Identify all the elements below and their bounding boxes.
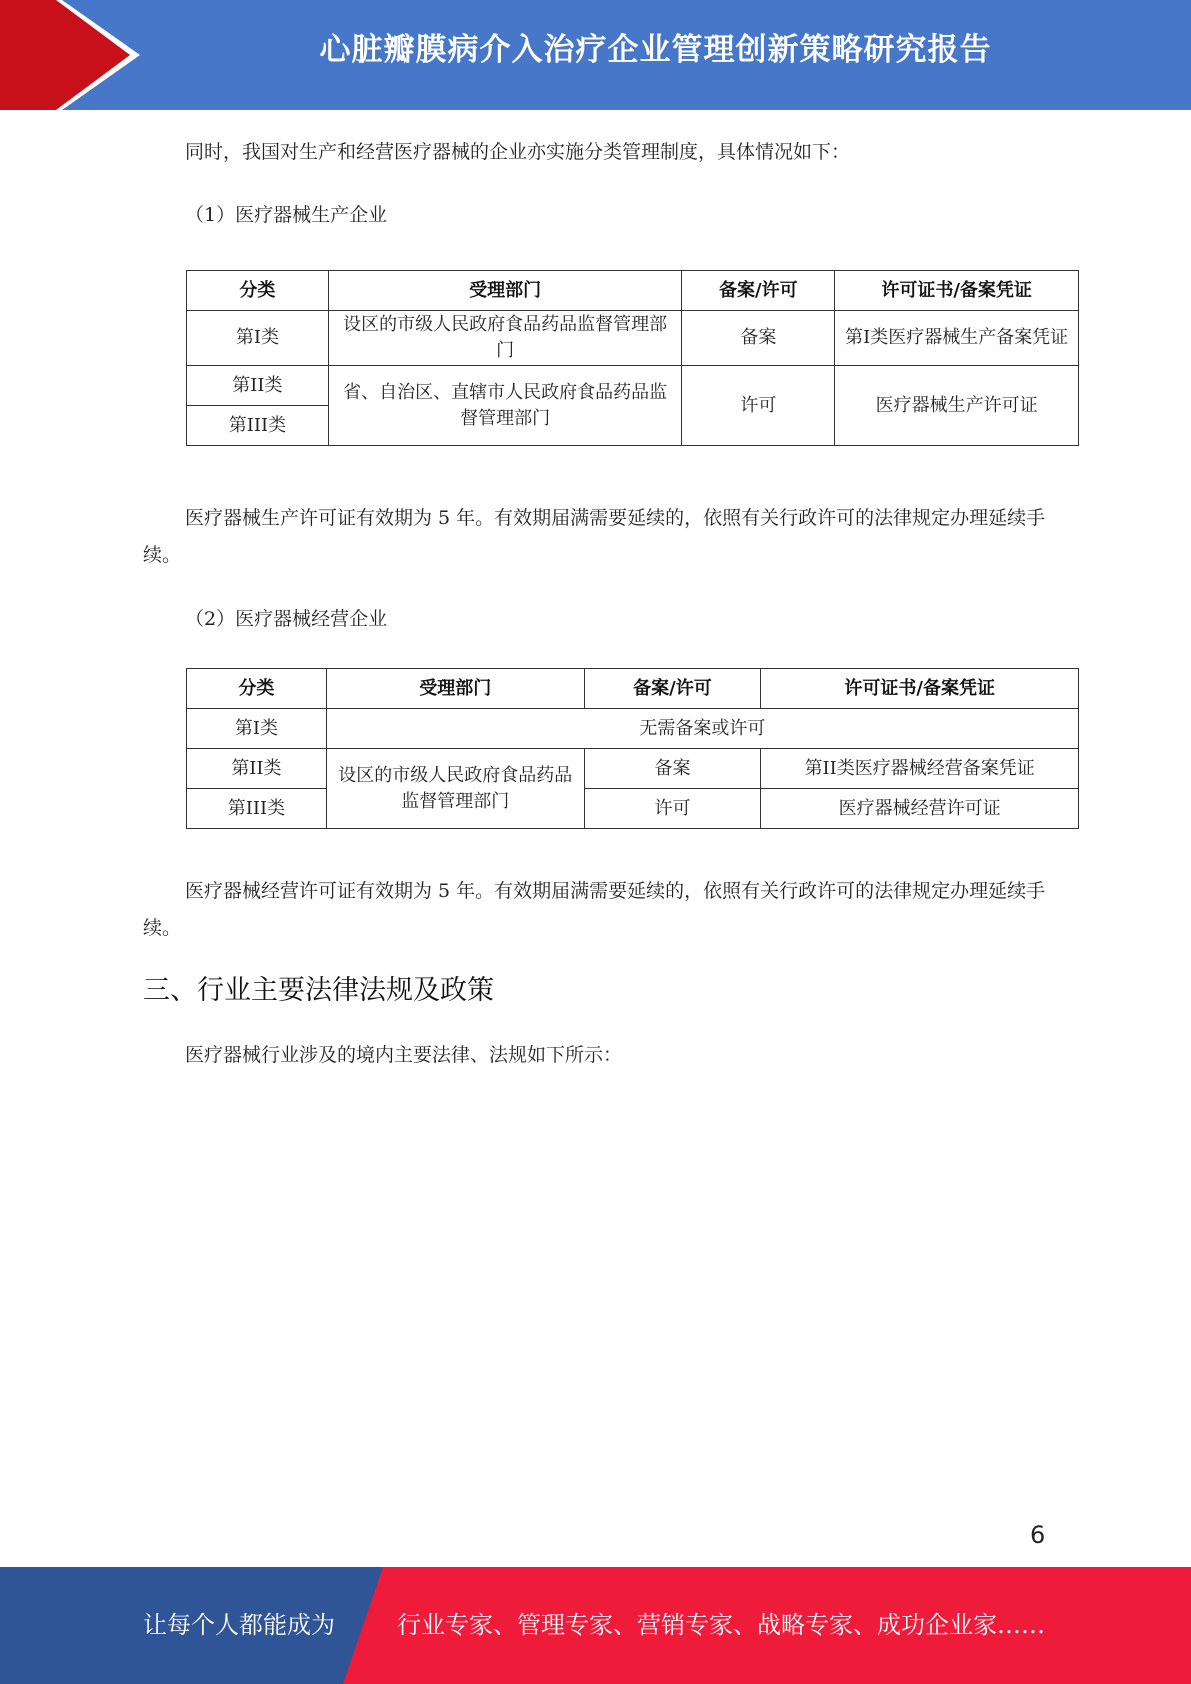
table-row bbox=[187, 789, 1079, 829]
type-cell: 备案 bbox=[584, 749, 761, 789]
table-header-row bbox=[187, 669, 1079, 709]
class-cell: 第II类 bbox=[187, 366, 329, 406]
class-cell: 第II类 bbox=[187, 749, 327, 789]
production-subtitle: （1）医疗器械生产企业 bbox=[185, 204, 388, 226]
merged-note-cell: 无需备案或许可 bbox=[326, 709, 1078, 749]
page-header bbox=[0, 0, 1191, 110]
operation-table bbox=[186, 668, 1079, 829]
class-cell: 第I类 bbox=[187, 709, 327, 749]
certificate-cell: 医疗器械经营许可证 bbox=[761, 789, 1079, 829]
page-footer bbox=[0, 1567, 1191, 1684]
type-cell: 许可 bbox=[682, 366, 835, 446]
section-heading: 三、行业主要法律法规及政策 bbox=[143, 975, 494, 1006]
report-title: 心脏瓣膜病介入治疗企业管理创新策略研究报告 bbox=[319, 32, 992, 68]
table-row bbox=[187, 709, 1079, 749]
header-class: 分类 bbox=[187, 271, 329, 311]
section-intro-paragraph: 医疗器械行业涉及的境内主要法律、法规如下所示： bbox=[185, 1044, 623, 1066]
table-row bbox=[187, 366, 1079, 406]
intro-paragraph: 同时，我国对生产和经营医疗器械的企业亦实施分类管理制度，具体情况如下： bbox=[185, 141, 851, 163]
class-cell: 第I类 bbox=[187, 311, 329, 366]
header-class: 分类 bbox=[187, 669, 327, 709]
footer-slogan-right: 行业专家、管理专家、营销专家、战略专家、成功企业家…… bbox=[397, 1611, 1045, 1639]
operation-validity-note: 医疗器械经营许可证有效期为 5 年。有效期届满需要延续的，依照有关行政许可的法律规定办理延续手续。 bbox=[143, 880, 1046, 939]
department-cell: 省、自治区、直辖市人民政府食品药品监督管理部门 bbox=[328, 366, 682, 446]
header-chevron-decoration bbox=[0, 0, 140, 110]
table-row bbox=[187, 311, 1079, 366]
header-department: 受理部门 bbox=[326, 669, 584, 709]
department-cell: 设区的市级人民政府食品药品监督管理部门 bbox=[328, 311, 682, 366]
footer-slogan-left: 让每个人都能成为 bbox=[143, 1611, 335, 1639]
class-cell: 第III类 bbox=[187, 406, 329, 446]
type-cell: 许可 bbox=[584, 789, 761, 829]
operation-subtitle: （2）医疗器械经营企业 bbox=[185, 608, 388, 630]
header-certificate: 许可证书/备案凭证 bbox=[761, 669, 1079, 709]
page-number: 6 bbox=[1030, 1521, 1046, 1549]
header-department: 受理部门 bbox=[328, 271, 682, 311]
header-type: 备案/许可 bbox=[682, 271, 835, 311]
header-type: 备案/许可 bbox=[584, 669, 761, 709]
class-cell: 第III类 bbox=[187, 789, 327, 829]
production-table bbox=[186, 270, 1079, 446]
production-validity-note: 医疗器械生产许可证有效期为 5 年。有效期届满需要延续的，依照有关行政许可的法律规定办理延续手续。 bbox=[143, 507, 1046, 566]
certificate-cell: 第I类医疗器械生产备案凭证 bbox=[835, 311, 1079, 366]
department-cell: 设区的市级人民政府食品药品监督管理部门 bbox=[326, 749, 584, 829]
header-certificate: 许可证书/备案凭证 bbox=[835, 271, 1079, 311]
certificate-cell: 医疗器械生产许可证 bbox=[835, 366, 1079, 446]
certificate-cell: 第II类医疗器械经营备案凭证 bbox=[761, 749, 1079, 789]
table-header-row bbox=[187, 271, 1079, 311]
type-cell: 备案 bbox=[682, 311, 835, 366]
table-row bbox=[187, 749, 1079, 789]
